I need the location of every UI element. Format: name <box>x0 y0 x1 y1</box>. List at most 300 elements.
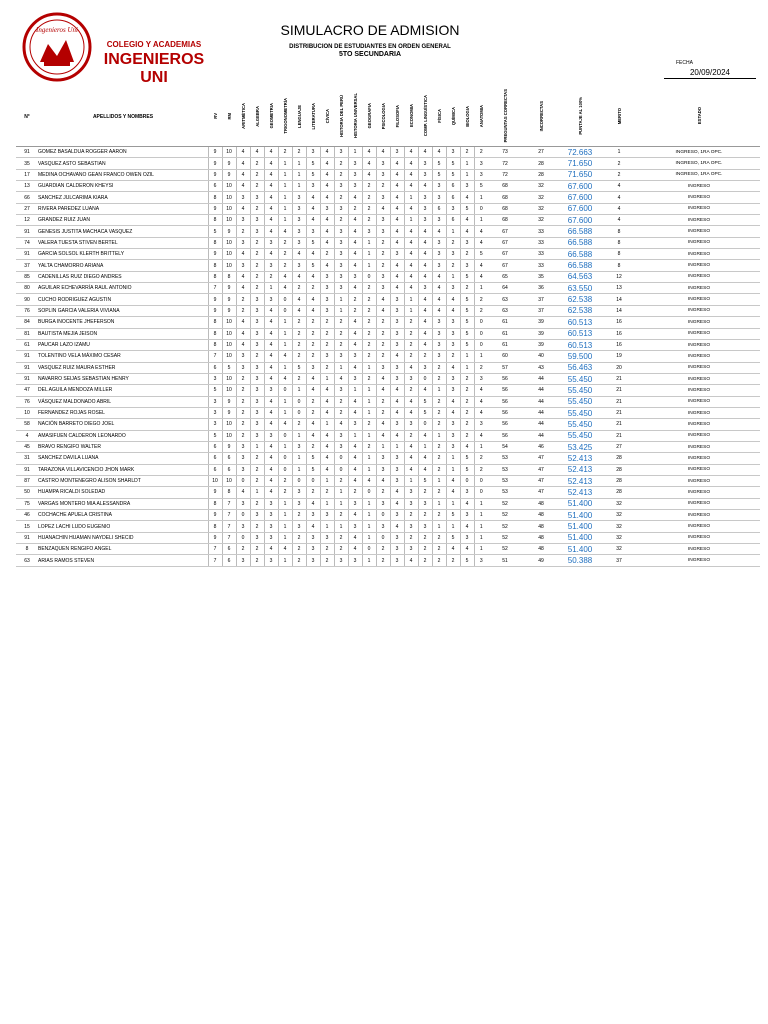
correct-count: 52 <box>488 521 522 532</box>
score-cell: 3 <box>334 385 348 396</box>
col-header: QUÍMICA <box>446 88 460 147</box>
score-cell: 4 <box>292 294 306 305</box>
score-cell: 0 <box>474 328 488 339</box>
score-cell: 3 <box>474 169 488 180</box>
score-cell: 0 <box>278 294 292 305</box>
score-cell: 3 <box>432 339 446 350</box>
score-cell: 3 <box>376 226 390 237</box>
score-cell: 4 <box>278 373 292 384</box>
score-cell: 4 <box>348 441 362 452</box>
score-cell: 2 <box>376 351 390 362</box>
merito-value: 14 <box>600 294 638 305</box>
score-cell: 0 <box>460 475 474 486</box>
score-cell: 1 <box>320 498 334 509</box>
estado-value: INGRESO <box>638 260 760 271</box>
score-cell: 3 <box>390 147 404 158</box>
score-cell: 4 <box>264 373 278 384</box>
score-cell: 2 <box>348 487 362 498</box>
score-cell: 2 <box>418 487 432 498</box>
score-cell: 1 <box>278 203 292 214</box>
score-cell: 3 <box>236 362 250 373</box>
score-cell: 5 <box>306 464 320 475</box>
puntaje-value: 55.450 <box>560 430 600 441</box>
score-cell: 4 <box>390 385 404 396</box>
score-cell: 2 <box>306 328 320 339</box>
score-cell: 4 <box>320 407 334 418</box>
score-cell: 2 <box>334 215 348 226</box>
merito-value: 28 <box>600 487 638 498</box>
score-cell: 0 <box>474 203 488 214</box>
col-header: TRIGONOMETRÍA <box>278 88 292 147</box>
score-cell: 4 <box>418 328 432 339</box>
correct-count: 56 <box>488 407 522 418</box>
score-cell: 4 <box>418 305 432 316</box>
score-cell: 3 <box>418 192 432 203</box>
score-cell: 2 <box>306 396 320 407</box>
score-cell: 2 <box>418 532 432 543</box>
student-name: TARAZONA VILLAVICENCIO JHON MARK <box>38 464 208 475</box>
score-cell: 1 <box>278 407 292 418</box>
merito-value: 8 <box>600 226 638 237</box>
score-cell: 1 <box>348 147 362 158</box>
table-row <box>16 419 760 430</box>
score-cell: 6 <box>208 464 222 475</box>
score-cell: 4 <box>404 158 418 169</box>
score-cell: 3 <box>390 544 404 555</box>
puntaje-value: 72.663 <box>560 147 600 158</box>
score-cell: 4 <box>348 237 362 248</box>
score-cell: 4 <box>264 487 278 498</box>
score-cell: 8 <box>208 498 222 509</box>
score-cell: 9 <box>222 283 236 294</box>
score-cell: 1 <box>250 441 264 452</box>
student-name: SANCHEZ DAVILA LUANA <box>38 453 208 464</box>
merito-value: 28 <box>600 475 638 486</box>
score-cell: 2 <box>376 544 390 555</box>
score-cell: 3 <box>376 158 390 169</box>
score-cell: 4 <box>236 271 250 282</box>
score-cell: 1 <box>348 430 362 441</box>
score-cell: 3 <box>460 510 474 521</box>
score-cell: 2 <box>334 339 348 350</box>
score-cell: 2 <box>446 237 460 248</box>
score-cell: 4 <box>320 385 334 396</box>
score-cell: 1 <box>334 521 348 532</box>
table-row <box>16 203 760 214</box>
score-cell: 8 <box>208 215 222 226</box>
table-row <box>16 158 760 169</box>
puntaje-value: 52.413 <box>560 453 600 464</box>
student-name: LOPEZ LACHI LUDO EUGENIO <box>38 521 208 532</box>
score-cell: 2 <box>292 419 306 430</box>
score-cell: 2 <box>460 283 474 294</box>
score-cell: 2 <box>404 532 418 543</box>
score-cell: 4 <box>432 147 446 158</box>
score-cell: 3 <box>390 532 404 543</box>
score-cell: 2 <box>376 407 390 418</box>
incorrect-count: 47 <box>522 464 560 475</box>
student-name: SANCHEZ JULCARIMA KIARA <box>38 192 208 203</box>
incorrect-count: 33 <box>522 260 560 271</box>
correct-count: 72 <box>488 158 522 169</box>
score-cell: 3 <box>264 498 278 509</box>
score-cell: 5 <box>460 203 474 214</box>
score-cell: 3 <box>460 181 474 192</box>
estado-value: INGRESO <box>638 430 760 441</box>
correct-count: 61 <box>488 339 522 350</box>
score-cell: 3 <box>320 510 334 521</box>
score-cell: 3 <box>292 215 306 226</box>
student-name: BURGA INOCENTE JHEFERSON <box>38 317 208 328</box>
col-header: ALGEBRA <box>250 88 264 147</box>
score-cell: 4 <box>348 192 362 203</box>
score-cell: 3 <box>334 555 348 566</box>
incorrect-count: 32 <box>522 215 560 226</box>
score-cell: 2 <box>432 532 446 543</box>
score-cell: 4 <box>278 226 292 237</box>
score-cell: 4 <box>320 430 334 441</box>
merito-value: 21 <box>600 407 638 418</box>
score-cell: 2 <box>432 453 446 464</box>
score-cell: 4 <box>404 283 418 294</box>
score-cell: 2 <box>474 362 488 373</box>
score-cell: 5 <box>418 396 432 407</box>
score-cell: 4 <box>264 203 278 214</box>
score-cell: 1 <box>362 532 376 543</box>
table-row <box>16 260 760 271</box>
estado-value: INGRESO <box>638 419 760 430</box>
score-cell: 5 <box>418 475 432 486</box>
score-cell: 4 <box>460 498 474 509</box>
score-cell: 4 <box>432 283 446 294</box>
score-cell: 1 <box>474 441 488 452</box>
score-cell: 4 <box>432 271 446 282</box>
score-cell: 2 <box>362 419 376 430</box>
score-cell: 3 <box>250 532 264 543</box>
score-cell: 4 <box>306 305 320 316</box>
score-cell: 9 <box>208 169 222 180</box>
score-cell: 4 <box>348 510 362 521</box>
score-cell: 4 <box>306 249 320 260</box>
score-cell: 3 <box>334 226 348 237</box>
score-cell: 2 <box>236 430 250 441</box>
score-cell: 1 <box>474 498 488 509</box>
score-cell: 4 <box>348 249 362 260</box>
score-cell: 4 <box>264 181 278 192</box>
score-cell: 2 <box>306 351 320 362</box>
score-cell: 7 <box>222 498 236 509</box>
score-cell: 1 <box>278 396 292 407</box>
score-cell: 0 <box>376 510 390 521</box>
score-cell: 1 <box>278 498 292 509</box>
score-cell: 2 <box>292 328 306 339</box>
score-cell: 2 <box>418 510 432 521</box>
estado-value: INGRESO <box>638 362 760 373</box>
score-cell: 0 <box>306 475 320 486</box>
puntaje-value: 62.538 <box>560 305 600 316</box>
score-cell: 1 <box>278 362 292 373</box>
score-cell: 3 <box>264 294 278 305</box>
score-cell: 3 <box>292 487 306 498</box>
score-cell: 3 <box>418 203 432 214</box>
score-cell: 2 <box>292 351 306 362</box>
score-cell: 5 <box>446 158 460 169</box>
score-cell: 4 <box>390 487 404 498</box>
incorrect-count: 36 <box>522 283 560 294</box>
score-cell: 1 <box>432 521 446 532</box>
score-cell: 3 <box>432 317 446 328</box>
row-number: 75 <box>16 498 38 509</box>
row-number: 91 <box>16 249 38 260</box>
score-cell: 2 <box>250 169 264 180</box>
score-cell: 1 <box>474 532 488 543</box>
score-cell: 4 <box>320 226 334 237</box>
score-cell: 1 <box>474 521 488 532</box>
score-cell: 4 <box>264 339 278 350</box>
score-cell: 6 <box>446 181 460 192</box>
score-cell: 10 <box>222 203 236 214</box>
row-number: 13 <box>16 181 38 192</box>
score-cell: 2 <box>362 339 376 350</box>
score-cell: 2 <box>432 362 446 373</box>
score-cell: 3 <box>264 510 278 521</box>
score-cell: 4 <box>404 407 418 418</box>
score-cell: 1 <box>292 430 306 441</box>
score-cell: 8 <box>208 339 222 350</box>
score-cell: 2 <box>362 283 376 294</box>
score-cell: 3 <box>320 294 334 305</box>
row-number: 17 <box>16 169 38 180</box>
score-cell: 2 <box>278 249 292 260</box>
merito-value: 21 <box>600 396 638 407</box>
score-cell: 9 <box>222 226 236 237</box>
col-header: CÍVICA <box>320 88 334 147</box>
table-header <box>16 88 760 147</box>
score-cell: 3 <box>250 328 264 339</box>
score-cell: 3 <box>376 283 390 294</box>
score-cell: 4 <box>348 396 362 407</box>
score-cell: 2 <box>278 487 292 498</box>
title-block <box>240 22 500 58</box>
estado-value: INGRESO <box>638 226 760 237</box>
score-cell: 2 <box>432 487 446 498</box>
score-cell: 10 <box>222 215 236 226</box>
estado-value: INGRESO <box>638 373 760 384</box>
estado-value: INGRESO <box>638 521 760 532</box>
estado-value: INGRESO <box>638 498 760 509</box>
estado-value: INGRESO <box>638 532 760 543</box>
score-cell: 4 <box>236 283 250 294</box>
score-cell: 4 <box>474 385 488 396</box>
score-cell: 4 <box>390 260 404 271</box>
score-cell: 2 <box>250 475 264 486</box>
correct-count: 53 <box>488 487 522 498</box>
row-number: 91 <box>16 464 38 475</box>
score-cell: 2 <box>362 328 376 339</box>
score-cell: 4 <box>446 544 460 555</box>
score-cell: 4 <box>376 294 390 305</box>
score-cell: 3 <box>264 237 278 248</box>
score-cell: 10 <box>222 373 236 384</box>
score-cell: 3 <box>306 181 320 192</box>
score-cell: 0 <box>474 487 488 498</box>
incorrect-count: 48 <box>522 521 560 532</box>
correct-count: 53 <box>488 453 522 464</box>
score-cell: 2 <box>292 147 306 158</box>
score-cell: 1 <box>362 237 376 248</box>
score-cell: 10 <box>222 192 236 203</box>
score-cell: 2 <box>376 555 390 566</box>
score-cell: 4 <box>306 192 320 203</box>
score-cell: 4 <box>264 419 278 430</box>
score-cell: 3 <box>348 169 362 180</box>
col-header: RV <box>208 88 222 147</box>
incorrect-count: 32 <box>522 203 560 214</box>
score-cell: 4 <box>390 203 404 214</box>
score-cell: 5 <box>208 430 222 441</box>
score-cell: 4 <box>376 373 390 384</box>
correct-count: 67 <box>488 237 522 248</box>
score-cell: 2 <box>446 555 460 566</box>
score-cell: 5 <box>306 158 320 169</box>
score-cell: 1 <box>278 158 292 169</box>
score-cell: 10 <box>222 237 236 248</box>
score-cell: 3 <box>264 260 278 271</box>
score-cell: 2 <box>292 373 306 384</box>
merito-value: 12 <box>600 271 638 282</box>
score-cell: 4 <box>236 328 250 339</box>
correct-count: 52 <box>488 544 522 555</box>
score-cell: 2 <box>376 181 390 192</box>
score-cell: 1 <box>474 351 488 362</box>
score-cell: 1 <box>474 192 488 203</box>
score-cell: 2 <box>320 249 334 260</box>
score-cell: 6 <box>208 362 222 373</box>
score-cell: 4 <box>362 475 376 486</box>
puntaje-value: 51.400 <box>560 510 600 521</box>
table-row <box>16 192 760 203</box>
col-header: FILOSOFIA <box>390 88 404 147</box>
incorrect-count: 35 <box>522 271 560 282</box>
col-header: BIOLOGIA <box>460 88 474 147</box>
score-cell: 2 <box>250 464 264 475</box>
score-cell: 3 <box>376 362 390 373</box>
score-cell: 1 <box>278 328 292 339</box>
incorrect-count: 47 <box>522 453 560 464</box>
puntaje-value: 62.538 <box>560 294 600 305</box>
incorrect-count: 44 <box>522 373 560 384</box>
row-number: 85 <box>16 271 38 282</box>
estado-value: INGRESO <box>638 407 760 418</box>
score-cell: 3 <box>208 419 222 430</box>
score-cell: 2 <box>432 510 446 521</box>
score-cell: 10 <box>222 147 236 158</box>
table-row <box>16 475 760 486</box>
score-cell: 1 <box>362 430 376 441</box>
score-cell: 4 <box>376 475 390 486</box>
correct-count: 68 <box>488 181 522 192</box>
score-cell: 1 <box>404 215 418 226</box>
score-cell: 4 <box>348 215 362 226</box>
student-name: BRAVO RENGIFO WALTER <box>38 441 208 452</box>
score-cell: 3 <box>264 385 278 396</box>
score-cell: 2 <box>404 430 418 441</box>
score-cell: 4 <box>432 305 446 316</box>
row-number: 63 <box>16 555 38 566</box>
score-cell: 3 <box>236 351 250 362</box>
score-cell: 1 <box>362 498 376 509</box>
score-cell: 2 <box>236 544 250 555</box>
school-block <box>98 40 210 87</box>
score-cell: 4 <box>292 249 306 260</box>
score-cell: 2 <box>292 532 306 543</box>
score-cell: 2 <box>236 373 250 384</box>
score-cell: 3 <box>250 294 264 305</box>
score-cell: 2 <box>348 203 362 214</box>
col-header: PUNTAJE AL 100% <box>560 88 600 147</box>
score-cell: 4 <box>236 339 250 350</box>
score-cell: 3 <box>208 396 222 407</box>
score-cell: 3 <box>460 487 474 498</box>
score-cell: 9 <box>208 305 222 316</box>
score-cell: 4 <box>236 203 250 214</box>
score-cell: 1 <box>404 294 418 305</box>
incorrect-count: 44 <box>522 396 560 407</box>
score-cell: 4 <box>320 260 334 271</box>
table-row <box>16 544 760 555</box>
score-cell: 3 <box>292 521 306 532</box>
score-cell: 3 <box>376 464 390 475</box>
score-cell: 6 <box>432 203 446 214</box>
correct-count: 64 <box>488 283 522 294</box>
score-cell: 1 <box>278 339 292 350</box>
score-cell: 4 <box>418 294 432 305</box>
score-cell: 1 <box>460 169 474 180</box>
score-cell: 1 <box>250 487 264 498</box>
incorrect-count: 28 <box>522 169 560 180</box>
score-cell: 2 <box>376 396 390 407</box>
score-cell: 3 <box>320 532 334 543</box>
score-cell: 3 <box>474 373 488 384</box>
score-cell: 2 <box>446 260 460 271</box>
score-cell: 1 <box>432 430 446 441</box>
score-cell: 3 <box>250 385 264 396</box>
puntaje-value: 71.650 <box>560 158 600 169</box>
score-cell: 2 <box>404 385 418 396</box>
score-cell: 3 <box>376 215 390 226</box>
score-cell: 3 <box>306 362 320 373</box>
score-cell: 3 <box>264 555 278 566</box>
score-cell: 3 <box>320 351 334 362</box>
score-cell: 3 <box>208 373 222 384</box>
score-cell: 3 <box>320 271 334 282</box>
score-cell: 2 <box>236 294 250 305</box>
table-row <box>16 430 760 441</box>
incorrect-count: 40 <box>522 351 560 362</box>
score-cell: 2 <box>460 147 474 158</box>
row-number: 46 <box>16 510 38 521</box>
score-cell: 4 <box>278 271 292 282</box>
score-cell: 3 <box>404 544 418 555</box>
puntaje-value: 55.450 <box>560 373 600 384</box>
score-cell: 4 <box>474 430 488 441</box>
score-cell: 4 <box>390 407 404 418</box>
student-name: COCHACHE APUELA CRISTINA <box>38 510 208 521</box>
score-cell: 3 <box>390 475 404 486</box>
score-cell: 2 <box>250 555 264 566</box>
score-cell: 3 <box>250 226 264 237</box>
score-cell: 1 <box>278 192 292 203</box>
